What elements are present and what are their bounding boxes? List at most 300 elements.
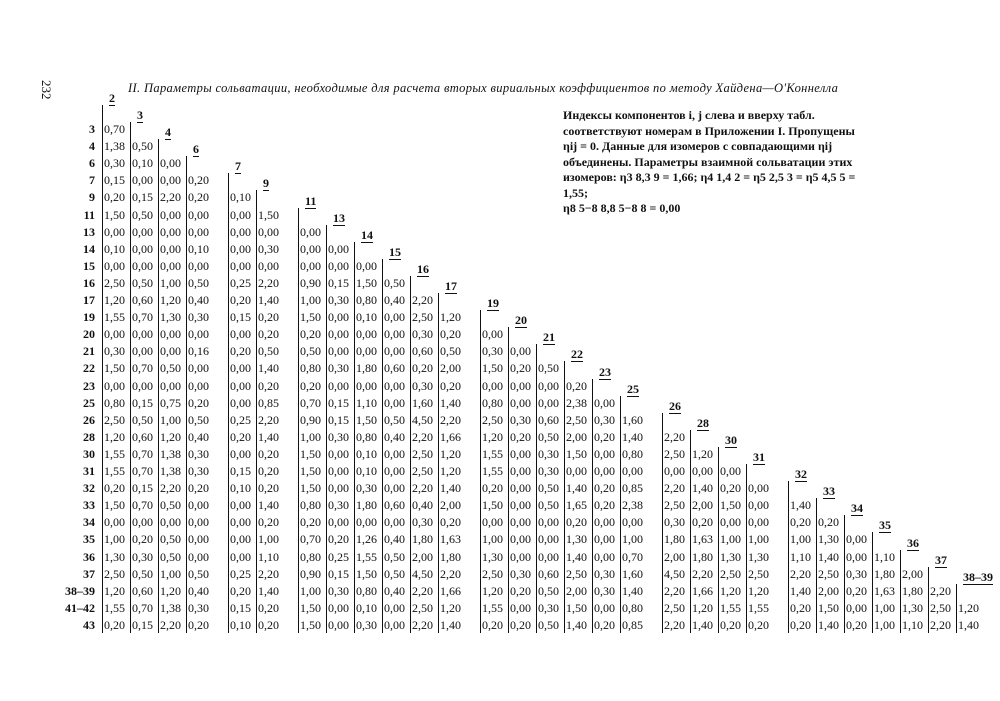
table-cell: 0,00 — [384, 600, 405, 615]
table-cell: 0,00 — [300, 241, 321, 256]
column-header: 37 — [935, 552, 947, 567]
table-cell: 1,40 — [692, 617, 713, 632]
table-cell: 0,00 — [510, 532, 531, 547]
table-cell: 2,20 — [664, 481, 685, 496]
table-cell: 1,55 — [104, 600, 125, 615]
table-cell: 1,20 — [482, 583, 503, 598]
table-cell: 0,25 — [328, 549, 349, 564]
table-cell: 0,20 — [258, 378, 279, 393]
table-cell: 0,10 — [230, 190, 251, 205]
table-cell: 0,00 — [594, 515, 615, 530]
table-cell: 1,50 — [104, 498, 125, 513]
table-cell: 0,85 — [622, 481, 643, 496]
table-cell: 1,30 — [818, 532, 839, 547]
table-cell: 1,63 — [440, 532, 461, 547]
table-cell: 0,50 — [538, 498, 559, 513]
table-cell: 0,30 — [328, 498, 349, 513]
table-cell: 0,70 — [132, 600, 153, 615]
table-cell: 0,00 — [748, 498, 769, 513]
table-cell: 0,10 — [230, 481, 251, 496]
table-cell: 0,00 — [188, 498, 209, 513]
table-cell: 0,00 — [384, 446, 405, 461]
table-cell: 0,30 — [328, 361, 349, 376]
table-cell: 0,15 — [328, 412, 349, 427]
table-cell: 0,00 — [692, 464, 713, 478]
page-title: II. Параметры сольватации, необходимые для расчета вторых вириальных коэффициентов по методу Хайдена—О'Коннелла — [128, 81, 839, 95]
row-header: 17 — [83, 293, 95, 307]
table-cell: 1,65 — [566, 498, 587, 513]
table-cell: 0,20 — [258, 464, 279, 478]
table-cell: 0,00 — [328, 600, 349, 615]
table-cell: 1,50 — [300, 446, 321, 461]
table-cell: 0,50 — [132, 275, 153, 290]
table-cell: 1,40 — [958, 617, 979, 632]
table-cell: 1,20 — [482, 429, 503, 444]
table-cell: 0,50 — [160, 532, 181, 547]
table-cell: 0,16 — [188, 344, 209, 359]
table-cell: 0,75 — [160, 395, 181, 410]
table-cell: 2,00 — [412, 549, 433, 564]
table-cell: 0,20 — [300, 515, 321, 530]
table-cell: 0,70 — [622, 549, 643, 564]
table-cell: 0,00 — [356, 327, 377, 342]
page-number: 232 — [39, 80, 54, 100]
column-divider — [718, 447, 719, 633]
note-line: соответствуют номерам в Приложении I. Пропущены — [563, 123, 855, 138]
table-cell: 2,20 — [412, 617, 433, 632]
table-cell: 0,50 — [384, 412, 405, 427]
table-cell: 1,50 — [818, 600, 839, 615]
column-header: 11 — [305, 193, 317, 208]
column-divider — [690, 430, 691, 633]
table-cell: 0,00 — [566, 464, 587, 478]
column-divider — [844, 515, 845, 633]
table-cell: 2,50 — [930, 600, 951, 615]
table-cell: 0,50 — [538, 583, 559, 598]
column-divider — [256, 190, 257, 633]
table-cell: 0,20 — [510, 429, 531, 444]
table-cell: 0,00 — [160, 327, 181, 342]
column-header: 33 — [823, 484, 835, 499]
column-header: 15 — [389, 244, 401, 259]
row-header: 37 — [83, 566, 95, 581]
table-cell: 0,00 — [328, 344, 349, 359]
table-cell: 0,30 — [846, 566, 867, 581]
table-cell: 0,30 — [104, 156, 125, 171]
table-cell: 0,30 — [188, 446, 209, 461]
table-cell: 1,00 — [622, 532, 643, 547]
column-header: 7 — [235, 159, 241, 174]
table-cell: 0,20 — [300, 378, 321, 393]
table-cell: 1,50 — [104, 207, 125, 222]
table-cell: 0,30 — [188, 464, 209, 478]
table-cell: 0,00 — [482, 515, 503, 530]
table-cell: 0,00 — [160, 378, 181, 393]
table-cell: 1,63 — [874, 583, 895, 598]
table-cell: 0,00 — [160, 344, 181, 359]
table-cell: 0,20 — [482, 481, 503, 496]
table-cell: 0,15 — [230, 310, 251, 325]
table-cell: 0,60 — [384, 498, 405, 513]
table-cell: 0,70 — [132, 498, 153, 513]
table-cell: 2,20 — [258, 275, 279, 290]
table-cell: 1,80 — [356, 498, 377, 513]
table-cell: 0,00 — [188, 532, 209, 547]
column-header: 4 — [165, 125, 171, 140]
table-cell: 0,00 — [846, 549, 867, 564]
table-cell: 1,30 — [482, 549, 503, 564]
table-cell: 2,20 — [790, 566, 811, 581]
table-cell: 1,20 — [748, 583, 769, 598]
column-divider — [564, 361, 565, 633]
table-cell: 1,20 — [440, 464, 461, 478]
table-cell: 0,30 — [594, 412, 615, 427]
table-cell: 0,00 — [594, 600, 615, 615]
table-cell: 0,00 — [622, 515, 643, 530]
table-cell: 0,00 — [230, 446, 251, 461]
table-cell: 1,00 — [720, 532, 741, 547]
table-cell: 0,00 — [846, 532, 867, 547]
table-cell: 0,90 — [300, 412, 321, 427]
table-cell: 0,00 — [188, 549, 209, 564]
table-cell: 0,00 — [230, 532, 251, 547]
table-cell: 0,00 — [510, 395, 531, 410]
row-header: 43 — [83, 617, 95, 632]
table-cell: 0,30 — [594, 566, 615, 581]
table-cell: 1,20 — [958, 600, 979, 615]
table-cell: 0,50 — [132, 207, 153, 222]
table-cell: 1,60 — [622, 412, 643, 427]
table-cell: 1,40 — [790, 583, 811, 598]
table-cell: 1,38 — [160, 446, 181, 461]
table-cell: 0,80 — [356, 429, 377, 444]
table-cell: 2,50 — [104, 412, 125, 427]
table-cell: 0,30 — [664, 515, 685, 530]
table-cell: 0,30 — [538, 446, 559, 461]
table-cell: 0,20 — [132, 532, 153, 547]
column-header: 30 — [725, 432, 737, 447]
table-cell: 0,50 — [188, 412, 209, 427]
column-header: 32 — [795, 467, 807, 482]
table-cell: 1,40 — [258, 361, 279, 376]
column-header: 28 — [697, 415, 709, 430]
row-header: 11 — [83, 207, 95, 222]
table-cell: 1,20 — [104, 429, 125, 444]
table-cell: 4,50 — [412, 566, 433, 581]
table-cell: 1,50 — [300, 481, 321, 496]
table-cell: 1,38 — [160, 600, 181, 615]
column-divider — [326, 225, 327, 633]
table-cell: 1,30 — [902, 600, 923, 615]
table-cell: 0,00 — [846, 600, 867, 615]
table-cell: 0,00 — [132, 258, 153, 273]
table-cell: 0,00 — [230, 498, 251, 513]
table-cell: 0,60 — [132, 429, 153, 444]
table-cell: 0,50 — [384, 275, 405, 290]
table-cell: 0,15 — [328, 395, 349, 410]
table-cell: 0,00 — [510, 464, 531, 478]
row-header: 19 — [83, 310, 95, 325]
table-cell: 0,00 — [384, 378, 405, 393]
table-cell: 2,00 — [692, 498, 713, 513]
table-cell: 0,50 — [258, 344, 279, 359]
column-header: 13 — [333, 210, 345, 225]
table-cell: 0,30 — [258, 241, 279, 256]
table-cell: 0,50 — [132, 139, 153, 154]
row-header: 25 — [83, 395, 95, 410]
table-cell: 2,20 — [440, 566, 461, 581]
table-cell: 1,20 — [440, 310, 461, 325]
table-cell: 0,90 — [300, 566, 321, 581]
table-cell: 1,66 — [440, 429, 461, 444]
table-cell: 0,60 — [538, 566, 559, 581]
table-cell: 0,50 — [132, 412, 153, 427]
table-cell: 0,00 — [230, 224, 251, 239]
table-cell: 0,00 — [132, 224, 153, 239]
table-cell: 1,40 — [566, 549, 587, 564]
table-cell: 0,15 — [132, 617, 153, 632]
column-divider — [298, 208, 299, 634]
table-cell: 0,00 — [510, 378, 531, 393]
table-cell: 1,10 — [258, 549, 279, 564]
table-cell: 0,20 — [258, 327, 279, 342]
table-cell: 1,80 — [412, 532, 433, 547]
table-cell: 0,00 — [328, 515, 349, 530]
column-divider — [536, 344, 537, 633]
table-cell: 0,20 — [104, 481, 125, 496]
table-cell: 2,50 — [412, 310, 433, 325]
table-cell: 0,00 — [230, 515, 251, 530]
table-cell: 0,00 — [482, 378, 503, 393]
table-cell: 1,50 — [482, 361, 503, 376]
note-line: изомеров: η3 8,3 9 = 1,66; η4 1,4 2 = η5 2,5 3 = η5 4,5 5 = 1,55; — [563, 170, 856, 200]
table-cell: 0,20 — [594, 481, 615, 496]
column-header: 20 — [515, 313, 527, 328]
table-cell: 0,00 — [188, 224, 209, 239]
table-cell: 1,40 — [440, 481, 461, 496]
column-header: 16 — [417, 261, 429, 276]
table-cell: 0,00 — [594, 532, 615, 547]
table-cell: 0,20 — [566, 378, 587, 393]
table-cell: 2,20 — [692, 566, 713, 581]
column-divider — [354, 242, 355, 633]
row-header: 4 — [89, 139, 95, 154]
table-cell: 2,50 — [664, 498, 685, 513]
table-cell: 0,60 — [132, 293, 153, 307]
table-cell: 1,20 — [160, 293, 181, 307]
table-cell: 1,38 — [160, 464, 181, 478]
table-cell: 0,80 — [356, 293, 377, 307]
row-header: 38–39 — [65, 583, 95, 598]
table-cell: 1,60 — [412, 395, 433, 410]
table-cell: 0,00 — [384, 344, 405, 359]
table-cell: 1,50 — [482, 498, 503, 513]
row-header: 20 — [83, 327, 95, 342]
table-cell: 0,00 — [300, 224, 321, 239]
table-cell: 2,20 — [412, 429, 433, 444]
table-cell: 1,80 — [356, 361, 377, 376]
table-cell: 0,10 — [132, 156, 153, 171]
table-cell: 2,20 — [412, 293, 433, 307]
table-cell: 2,20 — [258, 412, 279, 427]
note-line: Индексы компонентов i, j слева и вверху табл. — [563, 108, 815, 122]
table-cell: 1,40 — [566, 481, 587, 496]
table-cell: 0,00 — [188, 361, 209, 376]
table-cell: 0,00 — [230, 241, 251, 256]
note-line: объединены. Параметры взаимной сольватации этих — [563, 154, 853, 169]
table-cell: 0,00 — [384, 464, 405, 478]
table-cell: 0,00 — [230, 258, 251, 273]
table-cell: 0,00 — [538, 515, 559, 530]
table-cell: 0,20 — [790, 515, 811, 530]
table-cell: 0,20 — [188, 173, 209, 188]
table-cell: 0,00 — [510, 549, 531, 564]
column-divider — [130, 122, 131, 633]
table-cell: 1,20 — [104, 583, 125, 598]
table-cell: 2,20 — [930, 583, 951, 598]
table-cell: 1,50 — [356, 275, 377, 290]
table-cell: 0,00 — [132, 515, 153, 530]
table-cell: 0,50 — [538, 429, 559, 444]
table-cell: 1,55 — [748, 600, 769, 615]
table-cell: 0,00 — [538, 549, 559, 564]
column-divider — [186, 156, 187, 633]
table-cell: 0,30 — [328, 429, 349, 444]
table-cell: 0,20 — [748, 617, 769, 632]
column-divider — [508, 327, 509, 633]
table-cell: 1,55 — [104, 464, 125, 478]
table-cell: 2,50 — [818, 566, 839, 581]
table-cell: 0,20 — [412, 361, 433, 376]
table-cell: 0,00 — [664, 464, 685, 478]
table-cell: 1,30 — [748, 549, 769, 564]
table-cell: 1,10 — [790, 549, 811, 564]
table-cell: 0,50 — [538, 481, 559, 496]
table-cell: 0,80 — [482, 395, 503, 410]
table-cell: 1,00 — [748, 532, 769, 547]
table-cell: 1,80 — [664, 532, 685, 547]
table-cell: 0,00 — [132, 378, 153, 393]
table-cell: 2,20 — [664, 617, 685, 632]
table-cell: 1,40 — [258, 583, 279, 598]
table-cell: 0,50 — [384, 549, 405, 564]
table-cell: 0,40 — [188, 429, 209, 444]
table-cell: 2,20 — [664, 583, 685, 598]
table-cell: 0,30 — [104, 344, 125, 359]
table-cell: 0,20 — [328, 532, 349, 547]
table-cell: 1,26 — [356, 532, 377, 547]
table-cell: 1,20 — [692, 600, 713, 615]
table-cell: 0,00 — [538, 532, 559, 547]
table-cell: 1,40 — [258, 293, 279, 307]
column-divider — [928, 567, 929, 633]
table-cell: 0,00 — [594, 395, 615, 410]
table-cell: 1,50 — [104, 361, 125, 376]
column-divider — [662, 413, 663, 633]
table-cell: 0,20 — [692, 515, 713, 530]
table-cell: 0,10 — [230, 617, 251, 632]
table-cell: 2,50 — [566, 412, 587, 427]
table-cell: 0,00 — [104, 258, 125, 273]
table-cell: 0,20 — [188, 617, 209, 632]
table-cell: 1,66 — [440, 583, 461, 598]
table-cell: 1,60 — [622, 566, 643, 581]
table-cell: 0,50 — [132, 566, 153, 581]
table-cell: 0,20 — [258, 617, 279, 632]
table-cell: 1,40 — [692, 481, 713, 496]
table-cell: 0,50 — [538, 617, 559, 632]
table-cell: 0,00 — [328, 446, 349, 461]
table-cell: 0,15 — [132, 395, 153, 410]
row-header: 6 — [89, 156, 95, 171]
table-cell: 1,30 — [720, 549, 741, 564]
column-header: 6 — [193, 142, 199, 157]
note-line: ηij = 0. Данные для изомеров с совпадающими ηij — [563, 139, 833, 153]
table-cell: 0,00 — [188, 515, 209, 530]
row-header: 7 — [89, 173, 95, 188]
table-cell: 0,70 — [132, 446, 153, 461]
table-cell: 0,00 — [356, 258, 377, 273]
table-cell: 0,50 — [538, 361, 559, 376]
column-divider — [228, 173, 229, 633]
table-cell: 0,00 — [160, 515, 181, 530]
table-cell: 0,80 — [300, 498, 321, 513]
row-header: 35 — [83, 532, 95, 547]
table-cell: 0,00 — [510, 481, 531, 496]
table-cell: 0,00 — [510, 344, 531, 359]
column-header: 35 — [879, 518, 891, 533]
table-cell: 1,55 — [356, 549, 377, 564]
table-cell: 0,80 — [300, 549, 321, 564]
table-cell: 0,20 — [566, 515, 587, 530]
table-cell: 0,20 — [258, 515, 279, 530]
row-header: 31 — [83, 464, 95, 478]
table-cell: 1,10 — [902, 617, 923, 632]
row-header: 23 — [83, 378, 95, 393]
row-header: 33 — [83, 498, 95, 513]
table-cell: 2,20 — [412, 481, 433, 496]
table-cell: 1,20 — [160, 429, 181, 444]
table-cell: 1,50 — [720, 498, 741, 513]
table-cell: 0,70 — [132, 310, 153, 325]
table-cell: 2,50 — [104, 566, 125, 581]
column-divider — [382, 259, 383, 633]
column-header: 19 — [487, 296, 499, 311]
table-cell: 0,00 — [356, 515, 377, 530]
table-cell: 4,50 — [412, 412, 433, 427]
table-cell: 0,10 — [356, 446, 377, 461]
column-header: 25 — [627, 381, 639, 396]
table-cell: 0,00 — [384, 617, 405, 632]
table-cell: 1,50 — [566, 446, 587, 461]
table-cell: 0,80 — [300, 361, 321, 376]
table-cell: 2,50 — [412, 600, 433, 615]
column-divider — [480, 310, 481, 633]
table-cell: 2,50 — [748, 566, 769, 581]
table-cell: 0,20 — [104, 190, 125, 205]
table-cell: 0,70 — [132, 464, 153, 478]
table-cell: 0,00 — [328, 241, 349, 256]
table-cell: 0,20 — [720, 617, 741, 632]
table-cell: 1,00 — [160, 566, 181, 581]
table-cell: 0,00 — [594, 549, 615, 564]
table-cell: 1,00 — [160, 275, 181, 290]
table-cell: 1,40 — [622, 429, 643, 444]
column-divider — [956, 584, 957, 633]
table-cell: 0,00 — [300, 258, 321, 273]
table-cell: 1,80 — [440, 549, 461, 564]
table-cell: 2,38 — [566, 395, 587, 410]
